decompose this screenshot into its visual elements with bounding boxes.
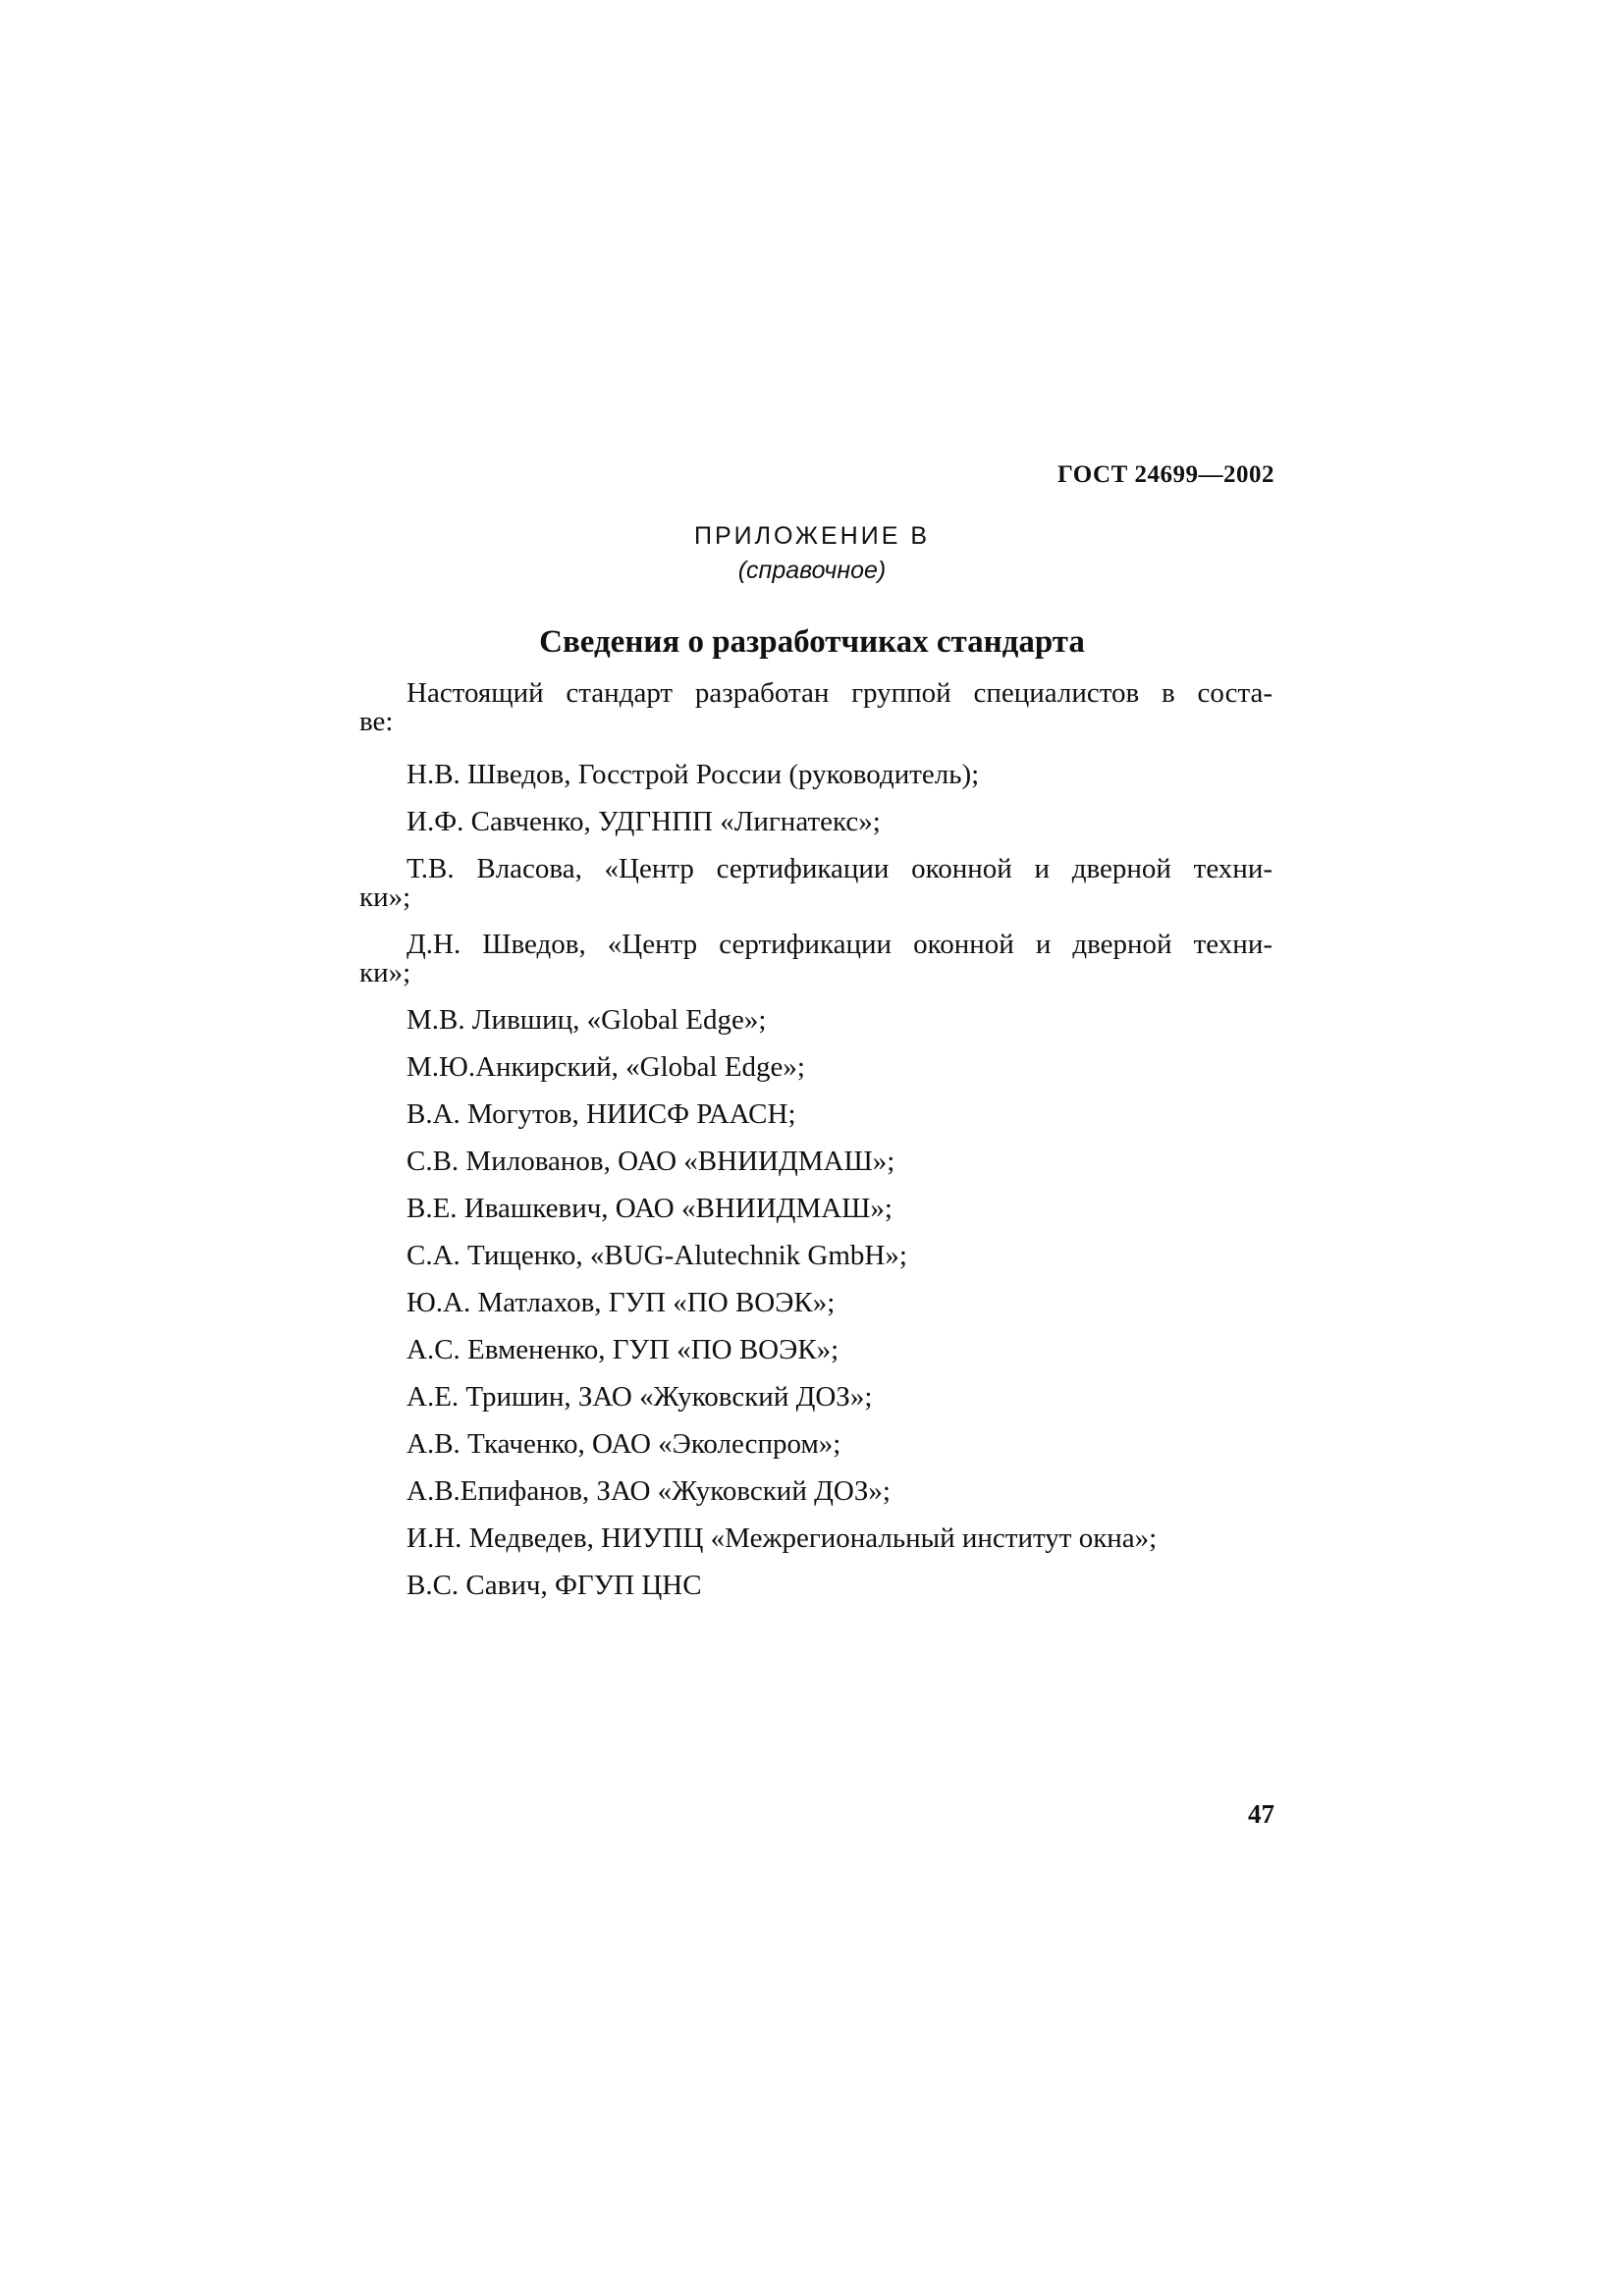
developer-line-continued: ки»; [359, 957, 411, 988]
developer-entry [406, 1430, 1272, 1459]
developer-line: И.Н. Медведев, НИУПЦ «Межрегиональный институт окна»; [406, 1522, 1158, 1554]
intro-line-2: ве: [359, 706, 394, 737]
developer-entry [406, 1289, 1272, 1317]
developer-entry [406, 761, 1272, 789]
intro-paragraph [359, 679, 1272, 737]
intro-line-1: Настоящий стандарт разработан группой специалистов в соста- [406, 679, 1272, 708]
developer-line: Ю.А. Матлахов, ГУП «ПО ВОЭК»; [406, 1287, 836, 1318]
developer-entry [406, 808, 1272, 836]
developer-line: Н.В. Шведов, Госстрой России (руководитель); [406, 759, 980, 790]
developer-entry [406, 1053, 1272, 1082]
developer-entry [406, 1336, 1272, 1364]
developer-entry [406, 1383, 1272, 1412]
developer-line: А.Е. Тришин, ЗАО «Жуковский ДОЗ»; [406, 1381, 873, 1413]
developer-line: Д.Н. Шведов, «Центр сертификации оконной и дверной техни- [406, 929, 1272, 960]
developer-line: В.А. Могутов, НИИСФ РААСН; [406, 1098, 796, 1130]
developer-entry [406, 1100, 1272, 1129]
developer-line: Т.В. Власова, «Центр сертификации оконной и дверной техни- [406, 853, 1272, 884]
developer-entry [406, 1524, 1272, 1553]
developer-line: В.С. Савич, ФГУП ЦНС [406, 1570, 702, 1601]
developer-entry [406, 1148, 1272, 1176]
developer-line: А.В.Епифанов, ЗАО «Жуковский ДОЗ»; [406, 1475, 891, 1507]
developer-line: М.В. Лившиц, «Global Edge»; [406, 1004, 767, 1036]
developer-line: М.Ю.Анкирский, «Global Edge»; [406, 1051, 805, 1083]
developer-line-continued: ки»; [359, 881, 411, 913]
developer-line: И.Ф. Савченко, УДГНПП «Лигнатекс»; [406, 806, 881, 837]
appendix-title: ПРИЛОЖЕНИЕ В [694, 522, 930, 550]
page-number: 47 [1248, 1799, 1274, 1829]
developer-entry [359, 853, 1272, 913]
developer-line: А.В. Ткаченко, ОАО «Эколеспром»; [406, 1428, 841, 1460]
developer-entry [406, 1006, 1272, 1035]
developers-content [359, 679, 1272, 1619]
developer-line: А.С. Евмененко, ГУП «ПО ВОЭК»; [406, 1334, 839, 1365]
appendix-note: (справочное) [737, 557, 887, 584]
developer-entry [406, 1572, 1272, 1600]
developer-entry [406, 1242, 1272, 1270]
section-heading: Сведения о разработчиках стандарта [539, 624, 1085, 660]
developer-entry [406, 1477, 1272, 1506]
developer-line: В.Е. Ивашкевич, ОАО «ВНИИДМАШ»; [406, 1193, 893, 1224]
developer-line: С.В. Милованов, ОАО «ВНИИДМАШ»; [406, 1146, 895, 1177]
developer-line: С.А. Тищенко, «BUG-Alutechnik GmbH»; [406, 1240, 907, 1271]
document-code: ГОСТ 24699—2002 [1056, 461, 1274, 488]
developer-entry [406, 1195, 1272, 1223]
developer-entry [359, 929, 1272, 988]
